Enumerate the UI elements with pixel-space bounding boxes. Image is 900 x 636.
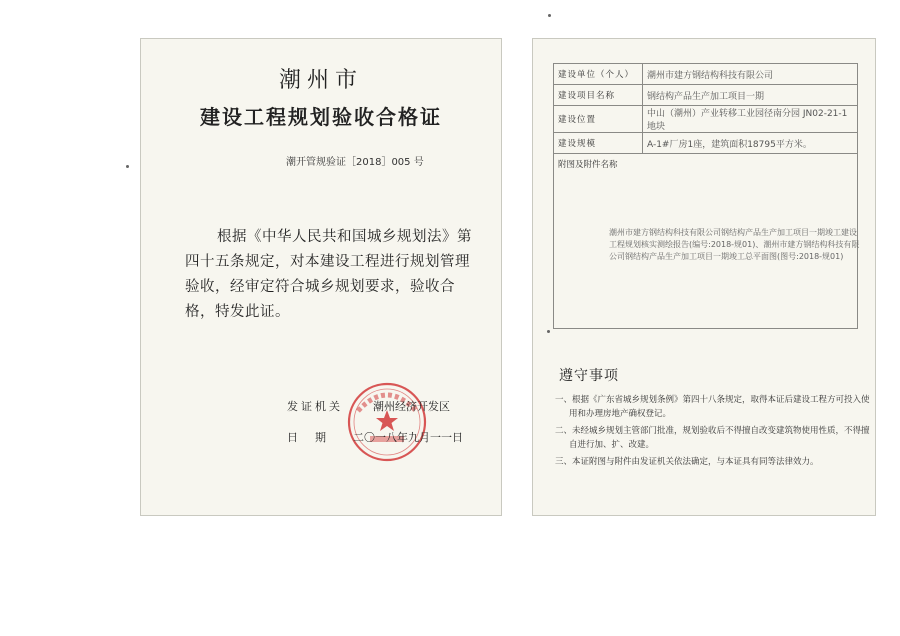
certificate-back-page bbox=[532, 38, 876, 516]
issuer-row bbox=[287, 398, 450, 414]
row-label: 建设规模 bbox=[554, 133, 643, 154]
date-value: 二〇一八年九月一一日 bbox=[353, 431, 463, 444]
row-label: 建设位置 bbox=[554, 106, 643, 133]
table-row bbox=[554, 133, 858, 154]
scan-speck bbox=[548, 14, 551, 17]
issuer-label: 发证机关 bbox=[287, 400, 343, 413]
row-value: A-1#厂房1座，建筑面积18795平方米。 bbox=[643, 133, 858, 154]
notice-item: 一、根据《广东省城乡规划条例》第四十八条规定，取得本证后建设工程方可投入使用和办理房地产确权登记。 bbox=[555, 395, 870, 419]
scan-speck bbox=[126, 165, 129, 168]
attachments-list: 潮州市建方钢结构科技有限公司钢结构产品生产加工项目一期竣工建设工程规划核实测绘报告(编号:2018-规01)、潮州市建方钢结构科技有限公司钢结构产品生产加工项目一期竣工总平面图(图号:2018-规01) bbox=[609, 228, 860, 261]
certificate-front-page bbox=[140, 38, 502, 516]
date-row bbox=[287, 429, 463, 445]
issuer-value: 潮州经济开发区 bbox=[373, 400, 450, 413]
notice-title: 遵守事项 bbox=[559, 368, 619, 384]
row-value: 潮州市建方钢结构科技有限公司 bbox=[643, 64, 858, 85]
notice-list bbox=[555, 393, 870, 472]
certificate-title: 建设工程规划验收合格证 bbox=[200, 105, 442, 129]
date-label: 日 期 bbox=[287, 431, 329, 444]
row-label: 建设单位（个人） bbox=[554, 64, 643, 85]
city-name: 潮州市 bbox=[278, 68, 363, 93]
table-row bbox=[554, 85, 858, 106]
certificate-body-text: 根据《中华人民共和国城乡规划法》第四十五条规定，对本建设工程进行规划管理验收，经审定符合城乡规划要求，验收合格，特发此证。 bbox=[185, 229, 472, 320]
row-value: 中山（潮州）产业转移工业园径南分园 JN02-21-1地块 bbox=[643, 106, 858, 133]
project-info-table bbox=[553, 63, 858, 329]
table-row bbox=[554, 64, 858, 85]
row-label: 建设项目名称 bbox=[554, 85, 643, 106]
table-row bbox=[554, 106, 858, 133]
certificate-number: 潮开管规验证［2018］005 号 bbox=[286, 157, 424, 168]
attachments-label: 附图及附件名称 bbox=[558, 160, 618, 170]
certificate-body bbox=[185, 225, 475, 325]
row-value: 钢结构产品生产加工项目一期 bbox=[643, 85, 858, 106]
notice-item: 三、本证附图与附件由发证机关依法确定，与本证具有同等法律效力。 bbox=[555, 457, 819, 467]
official-seal-icon bbox=[346, 381, 428, 463]
notice-item: 二、未经城乡规划主管部门批准，规划验收后不得擅自改变建筑物使用性质，不得擅自进行加、扩、改建。 bbox=[555, 426, 870, 450]
scan-speck bbox=[547, 330, 550, 333]
